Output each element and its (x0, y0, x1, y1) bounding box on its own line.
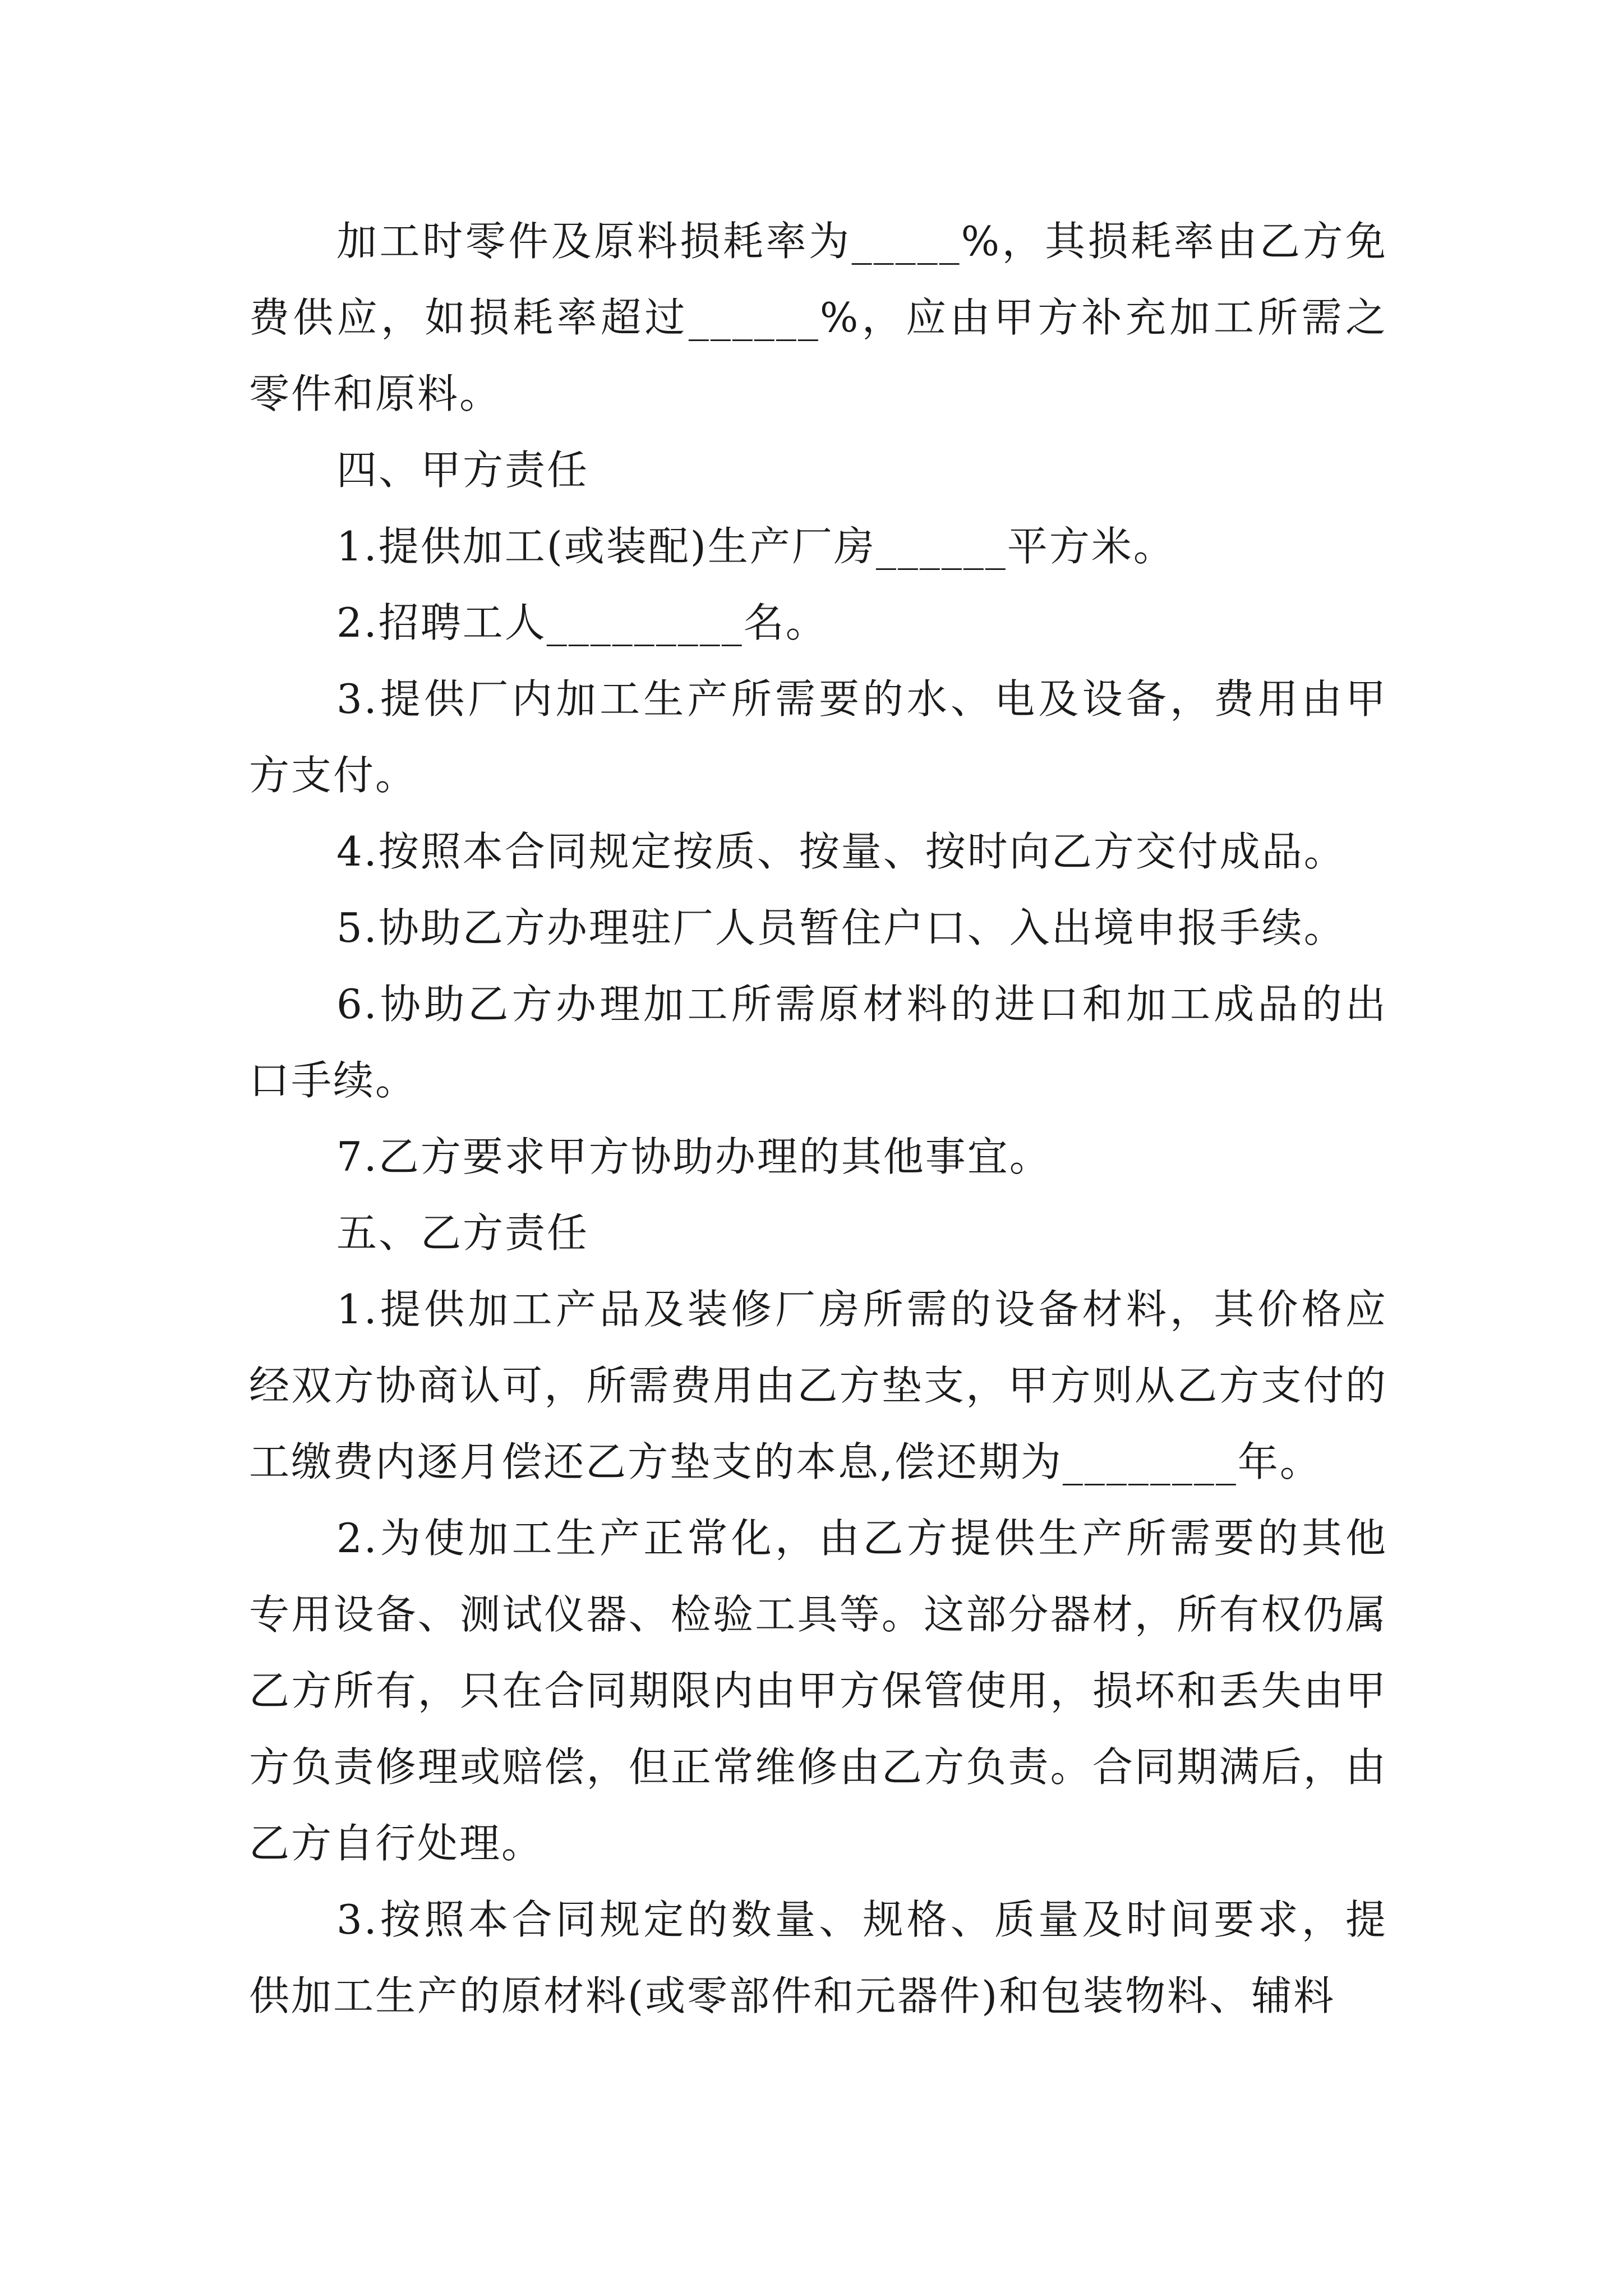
party-b-item-2: 2.为使加工生产正常化，由乙方提供生产所需要的其他专用设备、测试仪器、检验工具等。这部分器材，所有权仍属乙方所有，只在合同期限内由甲方保管使用，损坏和丢失由甲方负责修理或赔偿，但正常维修由乙方负责。合同期满后，由乙方自行处理。 (249, 1515, 1387, 1867)
party-b-item-3: 3.按照本合同规定的数量、规格、质量及时间要求，提供加工生产的原材料(或零部件和元器件)和包装物料、辅料 (249, 1896, 1387, 2019)
party-a-item-6: 6.协助乙方办理加工所需原材料的进口和加工成品的出口手续。 (249, 981, 1387, 1104)
party-a-item-1: 1.提供加工(或装配)生产厂房______平方米。 (336, 523, 1175, 570)
party-a-item-5: 5.协助乙方办理驻厂人员暂住户口、入出境申报手续。 (336, 904, 1346, 951)
party-a-item-7: 7.乙方要求甲方协助办理的其他事宜。 (336, 1133, 1052, 1180)
party-a-item-2: 2.招聘工人_________名。 (336, 599, 828, 646)
heading-party-a-duties: 四、甲方责任 (336, 447, 589, 494)
contract-body (249, 203, 1387, 2034)
party-a-item-4: 4.按照本合同规定按质、按量、按时向乙方交付成品。 (336, 828, 1346, 875)
party-b-item-1: 1.提供加工产品及装修厂房所需的设备材料，其价格应经双方协商认可，所需费用由乙方垫支，甲方则从乙方支付的工缴费内逐月偿还乙方垫支的本息,偿还期为________年。 (249, 1286, 1387, 1485)
party-a-item-3: 3.提供厂内加工生产所需要的水、电及设备，费用由甲方支付。 (249, 675, 1387, 799)
heading-party-b-duties: 五、乙方责任 (336, 1209, 589, 1257)
paragraph-loss-rate: 加工时零件及原料损耗率为_____%，其损耗率由乙方免费供应，如损耗率超过______%，应由甲方补充加工所需之零件和原料。 (249, 218, 1387, 417)
